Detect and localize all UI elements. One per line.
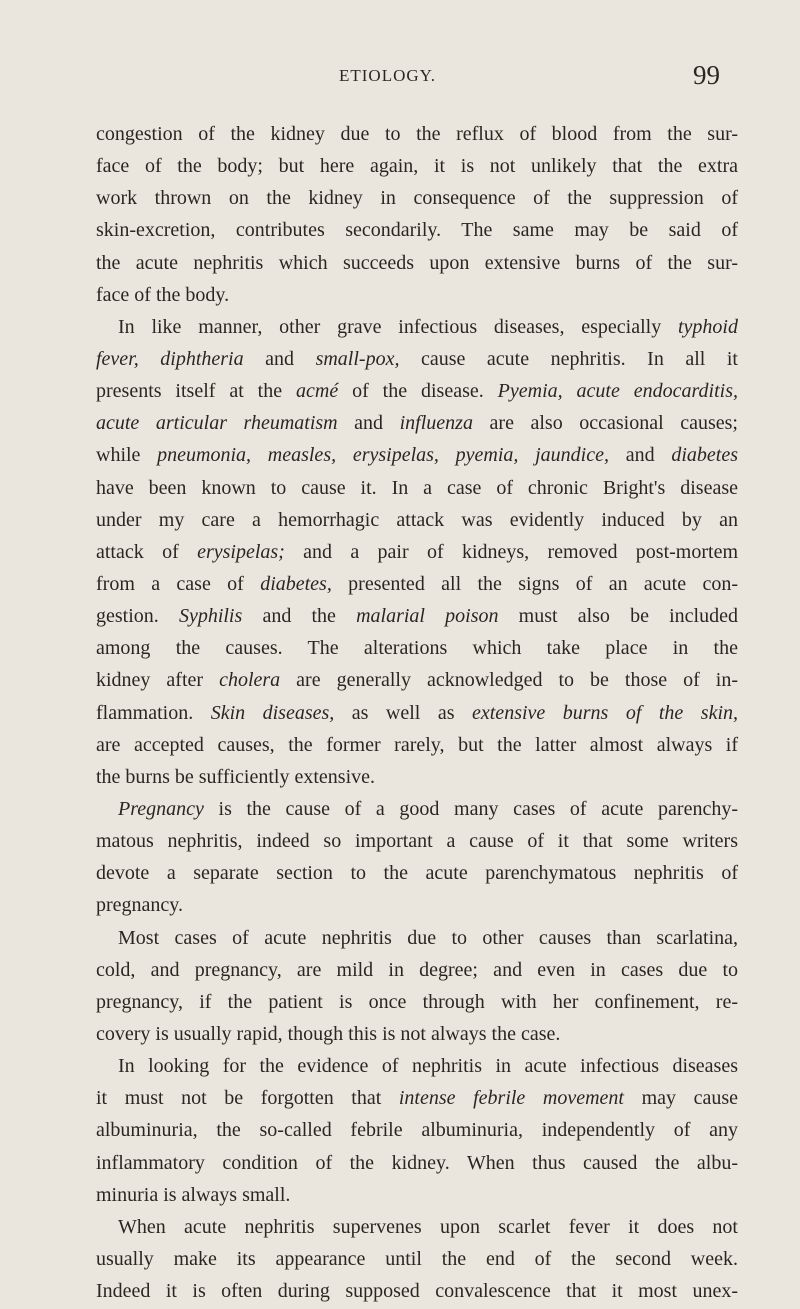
text-line: presents itself at the acmé of the disease. Pyemia, acute endocarditis, [96,380,738,403]
body-text [96,118,738,1307]
text-line: covery is usually rapid, though this is not always the case. [96,1022,561,1045]
text-line: skin-excretion, contributes secondarily. The same may be said of [96,219,738,242]
text-line: the burns be sufficiently extensive. [96,765,376,788]
text-line: have been known to cause it. In a case of chronic Bright's disease [96,476,738,499]
italic-term: diabetes [671,444,738,467]
text-line: In like manner, other grave infectious diseases, especially typhoid [118,315,738,338]
italic-term: malarial poison [356,605,499,628]
text-line: from a case of diabetes, presented all the signs of an acute con- [96,572,738,595]
text-line: while pneumonia, measles, erysipelas, pyemia, jaundice, and diabetes [96,444,738,467]
text-line: Most cases of acute nephritis due to other causes than scarlatina, [118,926,738,949]
text-line: under my care a hemorrhagic attack was evidently induced by an [96,508,738,531]
text-line: face of the body. [96,283,230,306]
text-line: usually make its appearance until the end of the second week. [96,1247,738,1270]
italic-term: Pregnancy [118,797,204,820]
running-head-title: ETIOLOGY. [339,66,436,85]
text-line: matous nephritis, indeed so important a cause of it that some writers [96,830,738,853]
running-head [0,60,800,100]
text-line: kidney after cholera are generally acknowledged to be those of in- [96,669,738,692]
text-line: flammation. Skin diseases, as well as extensive burns of the skin, [96,701,739,724]
text-line: gestion. Syphilis and the malarial poison must also be included [96,605,738,628]
italic-term: cholera [219,669,281,692]
text-line: cold, and pregnancy, are mild in degree; and even in cases due to [96,958,738,981]
italic-term: diabetes, [260,572,332,595]
text-line: among the causes. The alterations which take place in the [96,637,738,660]
italic-term: Skin diseases, [210,701,335,724]
text-line: albuminuria, the so-called febrile albuminuria, independently of any [96,1119,738,1142]
italic-term: erysipelas; [197,540,285,563]
text-line: Indeed it is often during supposed convalescence that it most unex- [96,1280,738,1303]
italic-term: acmé [296,380,339,403]
text-line: minuria is always small. [96,1183,291,1206]
italic-term: extensive burns of the skin, [472,701,739,724]
italic-term: pneumonia, measles, erysipelas, pyemia, jaundice, [157,444,609,467]
text-line: are accepted causes, the former rarely, but the latter almost always if [96,733,738,756]
italic-term: Syphilis [178,605,243,628]
text-line: fever, diphtheria and small-pox, cause acute nephritis. In all it [96,347,738,370]
text-line: Pregnancy is the cause of a good many cases of acute parenchy- [118,797,738,820]
text-line: pregnancy. [96,894,183,917]
italic-term: typhoid [678,315,738,338]
page-number: 99 [693,60,720,90]
text-line: When acute nephritis supervenes upon scarlet fever it does not [118,1215,738,1238]
text-line: acute articular rheumatism and influenza are also occasional causes; [96,412,738,435]
text-line: congestion of the kidney due to the reflux of blood from the sur- [96,123,738,145]
text-line: In looking for the evidence of nephritis in acute infectious diseases [118,1055,738,1078]
italic-term: small-pox, [315,347,400,370]
italic-term: Pyemia, acute endocarditis, [497,380,738,403]
text-line: attack of erysipelas; and a pair of kidneys, removed post-mortem [96,540,739,563]
italic-term: fever, diphtheria [96,347,244,370]
text-line: devote a separate section to the acute parenchymatous nephritis of [96,862,738,885]
italic-term: intense febrile movement [398,1087,624,1110]
text-line: pregnancy, if the patient is once through with her confinement, re- [96,990,738,1013]
text-line: face of the body; but here again, it is not unlikely that the extra [96,155,738,178]
text-line: work thrown on the kidney in consequence of the suppression of [96,187,738,210]
text-line: the acute nephritis which succeeds upon extensive burns of the sur- [96,251,738,274]
italic-term: influenza [399,412,473,435]
italic-term: acute articular rheumatism [96,412,338,435]
text-line: inflammatory condition of the kidney. When thus caused the albu- [96,1151,738,1174]
text-line: it must not be forgotten that intense febrile movement may cause [96,1087,738,1110]
